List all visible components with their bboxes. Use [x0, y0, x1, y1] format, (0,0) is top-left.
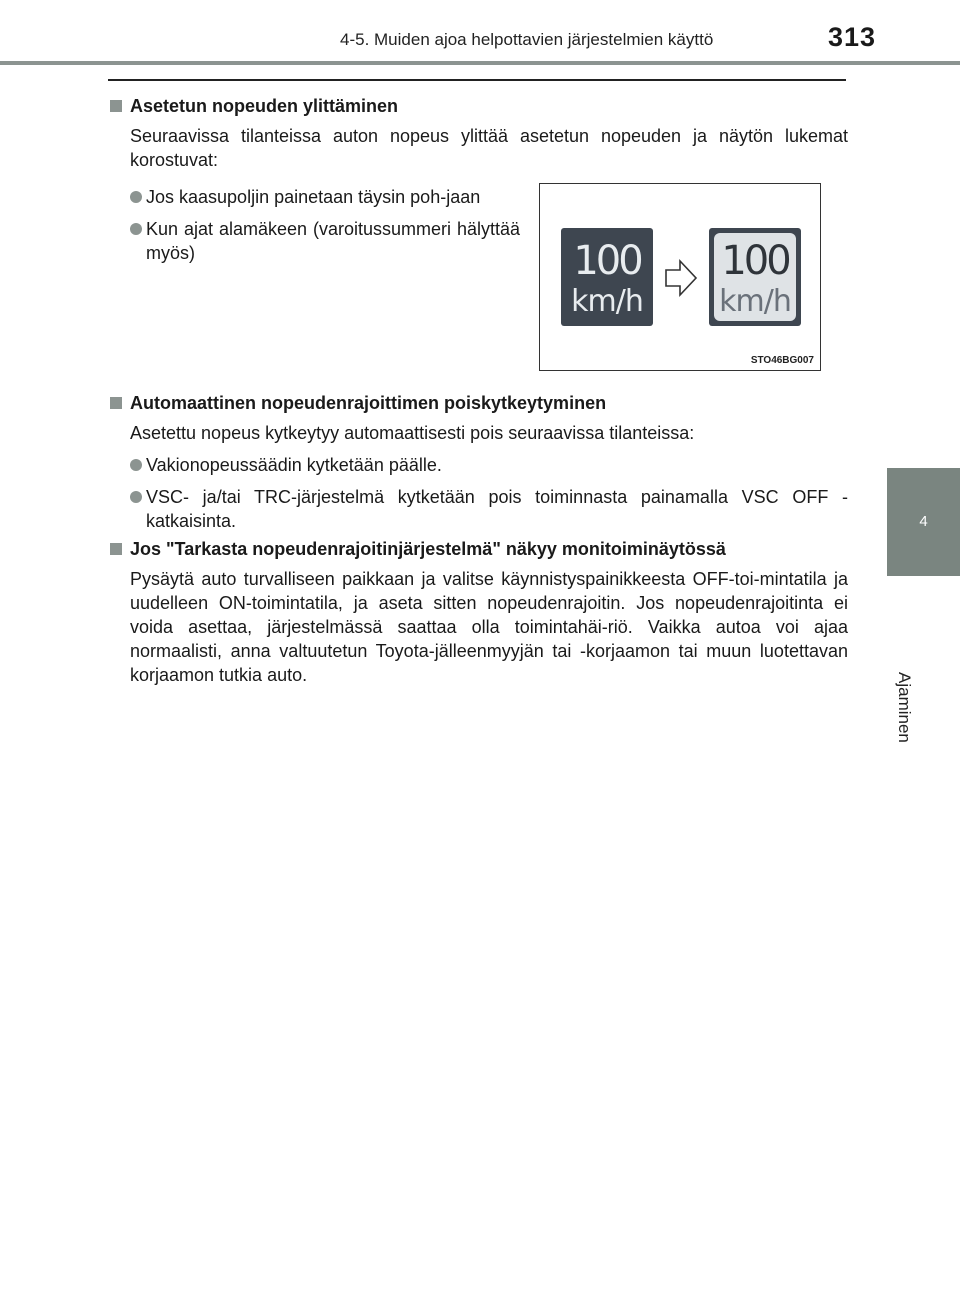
section-title-text: Jos "Tarkasta nopeudenrajoitinjärjestelmä" näkyy monitoiminäytössä: [130, 539, 726, 559]
speed-value: 100: [573, 238, 641, 284]
content-top-rule: [108, 79, 846, 81]
square-bullet-icon: [110, 543, 122, 555]
section-title-text: Asetetun nopeuden ylittäminen: [130, 96, 399, 116]
section-body: Pysäytä auto turvalliseen paikkaan ja valitse käynnistyspainikkeesta OFF-toi-mintatila ja uudelleen ON-toimintatila, ja aseta sitten nopeudenrajoitin. Jos nopeudenrajoitinta ei voida asettaa, järjestelmässä saattaa olla toimintahäi-riö. Vaikka autoa voi ajaa normaalisti, anna valtuutetun Toyota-jälleenmyyjän tai -korjaamon tai muun luotettavan korjaamon tutkia auto.: [130, 569, 848, 685]
speed-display-highlighted: [709, 228, 801, 326]
section-check-system-warning: [108, 537, 848, 687]
circle-bullet-icon: [130, 223, 142, 235]
list-item-text: Kun ajat alamäkeen (varoitussummeri hälyttää myös): [146, 219, 520, 263]
speed-unit: km/h: [571, 284, 643, 319]
list-item: [108, 217, 520, 265]
section-title: [108, 537, 848, 561]
section-title: [108, 94, 848, 118]
list-item-text: VSC- ja/tai TRC-järjestelmä kytketään pois toiminnasta painamalla VSC OFF -katkaisinta.: [146, 487, 848, 531]
circle-bullet-icon: [130, 491, 142, 503]
speed-unit: km/h: [719, 284, 791, 319]
page-number: 313: [828, 22, 877, 52]
chapter-tab-label-text: Ajaminen: [894, 672, 914, 743]
figure-code: STO46BG007: [750, 355, 814, 366]
section-auto-disengage: [108, 391, 848, 533]
circle-bullet-icon: [130, 459, 142, 471]
speed-display-normal: [561, 228, 653, 326]
page-header-title: 4-5. Muiden ajoa helpottavien järjestelmien käyttö: [340, 30, 714, 49]
side-tab-spacer: [887, 76, 960, 468]
list-item: [108, 485, 848, 533]
circle-bullet-icon: [130, 191, 142, 203]
right-arrow-icon: [664, 258, 698, 298]
list-item: [108, 453, 848, 477]
list-item: [108, 185, 520, 209]
header-divider: [0, 61, 960, 65]
section-title-text: Automaattinen nopeudenrajoittimen poiskytkeytyminen: [130, 393, 607, 413]
speed-display-figure: [539, 183, 821, 371]
speed-exceeded-bullets: [108, 181, 520, 265]
section-intro: Seuraavissa tilanteissa auton nopeus ylittää asetetun nopeuden ja näytön lukemat korostuvat:: [130, 126, 848, 170]
chapter-tab-number: 4: [887, 468, 960, 576]
section-intro: Asetettu nopeus kytkeytyy automaattisesti pois seuraavissa tilanteissa:: [130, 423, 695, 443]
section-speed-exceeded: [108, 94, 848, 172]
section-title: [108, 391, 848, 415]
square-bullet-icon: [110, 397, 122, 409]
speed-value: 100: [721, 238, 789, 284]
square-bullet-icon: [110, 100, 122, 112]
chapter-tab-label: [887, 576, 960, 776]
list-item-text: Jos kaasupoljin painetaan täysin poh-jaan: [146, 187, 481, 207]
list-item-text: Vakionopeussäädin kytketään päälle.: [146, 455, 442, 475]
